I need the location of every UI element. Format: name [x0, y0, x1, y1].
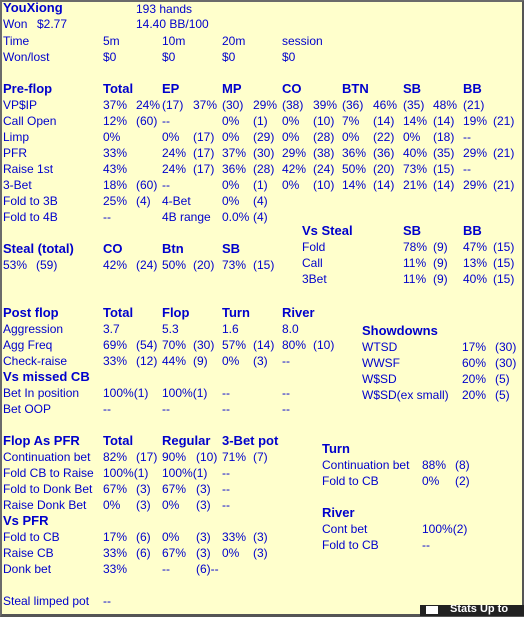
- preflop-col-total: Total: [103, 81, 134, 96]
- vs-pfr-row-label: Fold to CB: [3, 530, 60, 544]
- postflop-cell: (10): [313, 338, 335, 352]
- preflop-cell: 0%: [222, 194, 240, 208]
- postflop-cell: 3.7: [103, 322, 120, 336]
- preflop-row-label: Limp: [3, 130, 30, 144]
- flop-pfr-col: Regular: [162, 433, 211, 448]
- preflop-cell: (20): [373, 162, 395, 176]
- postflop-title: Post flop: [3, 305, 59, 320]
- preflop-cell: (15): [433, 162, 455, 176]
- preflop-cell: 4B range: [162, 210, 211, 224]
- taskbar-strip-label: Stats Up to: [450, 605, 509, 615]
- preflop-cell: 73%: [403, 162, 428, 176]
- preflop-cell: 0%: [282, 130, 300, 144]
- vs-steal-cell: 11%: [403, 272, 427, 286]
- vs-pfr-cell: (3): [196, 546, 211, 560]
- preflop-cell: 29%: [463, 178, 488, 192]
- preflop-cell: (1): [253, 114, 268, 128]
- vs-missed-row-label: Bet In position: [3, 386, 80, 400]
- flop-pfr-col: 3-Bet pot: [222, 433, 279, 448]
- vs-steal-cell: 13%: [463, 256, 488, 270]
- preflop-cell: 0.0%: [222, 210, 250, 224]
- preflop-cell: (4): [136, 194, 151, 208]
- showdown-count: (5): [495, 388, 510, 402]
- player-name: YouXiong: [3, 0, 63, 15]
- steal-col-btn: Btn: [162, 241, 184, 256]
- vs-pfr-cell: 33%: [222, 530, 247, 544]
- preflop-cell: (14): [433, 178, 455, 192]
- preflop-row-label: Raise 1st: [3, 162, 54, 176]
- vs-steal-cell: (15): [493, 256, 515, 270]
- preflop-cell: (18): [433, 130, 455, 144]
- vs-pfr-row-label: Donk bet: [3, 562, 52, 576]
- preflop-cell: --: [463, 162, 471, 176]
- postflop-row-label: Agg Freq: [3, 338, 53, 352]
- preflop-cell: 0%: [103, 130, 121, 144]
- flop-pfr-cell: (17): [136, 450, 158, 464]
- preflop-cell: 48%: [433, 98, 458, 112]
- vs-steal-cell: (9): [433, 240, 448, 254]
- preflop-cell: 0%: [403, 130, 421, 144]
- flop-pfr-cell: 71%: [222, 450, 247, 464]
- vs-missed-cell: --: [103, 402, 111, 416]
- turn-row-label: Fold to CB: [322, 474, 379, 488]
- preflop-cell: (60): [136, 178, 158, 192]
- preflop-cell: (1): [253, 178, 268, 192]
- vs-pfr-cell: 0%: [162, 530, 180, 544]
- steal-cell: 42%: [103, 258, 128, 272]
- vs-missed-cell: --: [282, 402, 290, 416]
- postflop-cell: (54): [136, 338, 158, 352]
- showdown-pct: 20%: [462, 372, 487, 386]
- preflop-cell: (4): [253, 194, 268, 208]
- vs-pfr-cell: (6): [136, 546, 151, 560]
- postflop-cell: 69%: [103, 338, 128, 352]
- flop-pfr-cell: (7): [253, 450, 268, 464]
- preflop-cell: 24%: [162, 146, 187, 160]
- steal-cell: 53%: [3, 258, 28, 272]
- vs-missed-cell: --: [222, 386, 230, 400]
- showdown-count: (5): [495, 372, 510, 386]
- preflop-cell: 37%: [103, 98, 128, 112]
- postflop-cell: 1.6: [222, 322, 239, 336]
- preflop-cell: (10): [313, 114, 335, 128]
- postflop-cell: 0%: [222, 354, 240, 368]
- preflop-cell: 12%: [103, 114, 128, 128]
- preflop-cell: 7%: [342, 114, 360, 128]
- preflop-cell: (17): [193, 130, 215, 144]
- showdowns-title: Showdowns: [362, 323, 438, 338]
- preflop-cell: 40%: [403, 146, 428, 160]
- preflop-cell: 0%: [282, 178, 300, 192]
- postflop-col-total: Total: [103, 305, 134, 320]
- wonlost-20m: $0: [222, 50, 236, 64]
- vs-pfr-cell: (6): [136, 530, 151, 544]
- postflop-cell: 57%: [222, 338, 247, 352]
- vs-steal-cell: (9): [433, 256, 448, 270]
- turn-pct: 88%: [422, 458, 447, 472]
- postflop-cell: --: [282, 354, 290, 368]
- steal-cell: (15): [253, 258, 275, 272]
- preflop-cell: 36%: [222, 162, 247, 176]
- vs-missed-cell: 100%(1): [162, 386, 208, 400]
- vs-pfr-title: Vs PFR: [3, 513, 49, 528]
- vs-steal-cell: 11%: [403, 256, 427, 270]
- vs-pfr-cell: (3): [253, 546, 268, 560]
- vs-steal-cell: (15): [493, 240, 515, 254]
- postflop-cell: (14): [253, 338, 275, 352]
- preflop-cell: 46%: [373, 98, 398, 112]
- flop-pfr-cell: 0%: [103, 498, 121, 512]
- vs-pfr-cell: (3): [196, 530, 211, 544]
- preflop-cell: 0%: [222, 178, 240, 192]
- steal-cell: 73%: [222, 258, 247, 272]
- taskbar-icon: [426, 606, 438, 614]
- flop-pfr-cell: 100%(1): [103, 466, 149, 480]
- preflop-cell: --: [162, 178, 170, 192]
- steal-col-co: CO: [103, 241, 123, 256]
- showdown-count: (30): [495, 340, 517, 354]
- preflop-cell: 24%: [162, 162, 187, 176]
- preflop-cell: 33%: [103, 146, 128, 160]
- preflop-cell: (30): [222, 98, 244, 112]
- postflop-cell: (30): [193, 338, 215, 352]
- won-value: $2.77: [37, 17, 68, 31]
- vs-pfr-cell: (6)--: [196, 562, 219, 576]
- river-title: River: [322, 505, 355, 520]
- river-value: --: [422, 538, 430, 552]
- preflop-cell: (30): [253, 146, 275, 160]
- steal-col-sb: SB: [222, 241, 241, 256]
- preflop-cell: (36): [373, 146, 395, 160]
- preflop-cell: (24): [313, 162, 335, 176]
- flop-pfr-cell: 67%: [103, 482, 128, 496]
- vs-missed-cell: --: [162, 402, 170, 416]
- vs-missed-cell: 100%(1): [103, 386, 149, 400]
- vs-pfr-row-label: Raise CB: [3, 546, 54, 560]
- preflop-cell: (38): [313, 146, 335, 160]
- flop-pfr-cell: 67%: [162, 482, 187, 496]
- vs-steal-title: Vs Steal: [302, 223, 353, 238]
- flop-pfr-col: Total: [103, 433, 134, 448]
- postflop-cell: 5.3: [162, 322, 179, 336]
- flop-pfr-cell: --: [222, 482, 230, 496]
- preflop-cell: (17): [193, 146, 215, 160]
- preflop-cell: 19%: [463, 114, 488, 128]
- river-row-label: Cont bet: [322, 522, 368, 536]
- preflop-cell: 0%: [162, 130, 180, 144]
- flop-pfr-cell: --: [222, 498, 230, 512]
- river-row-label: Fold to CB: [322, 538, 379, 552]
- preflop-cell: 0%: [222, 114, 240, 128]
- flop-pfr-cell: --: [222, 466, 230, 480]
- preflop-cell: 50%: [342, 162, 367, 176]
- preflop-cell: 39%: [313, 98, 338, 112]
- postflop-cell: 8.0: [282, 322, 299, 336]
- preflop-cell: (21): [463, 98, 485, 112]
- vs-missed-cell: --: [282, 386, 290, 400]
- preflop-col-bb: BB: [463, 81, 482, 96]
- preflop-cell: --: [162, 114, 170, 128]
- preflop-cell: 29%: [253, 98, 278, 112]
- postflop-col-flop: Flop: [162, 305, 190, 320]
- vs-steal-cell: (15): [493, 272, 515, 286]
- preflop-row-label: 3-Bet: [3, 178, 32, 192]
- preflop-cell: (22): [373, 130, 395, 144]
- preflop-cell: (35): [433, 146, 455, 160]
- wonlost-5m: $0: [103, 50, 117, 64]
- preflop-cell: 14%: [403, 114, 428, 128]
- preflop-cell: (21): [493, 114, 515, 128]
- preflop-cell: (21): [493, 146, 515, 160]
- postflop-row-label: Aggression: [3, 322, 64, 336]
- preflop-col-mp: MP: [222, 81, 242, 96]
- turn-count: (8): [455, 458, 470, 472]
- won-label: Won: [3, 17, 28, 31]
- hands-count: 193 hands: [136, 2, 193, 16]
- wonlost-session: $0: [282, 50, 296, 64]
- preflop-row-label: PFR: [3, 146, 27, 160]
- preflop-cell: 21%: [403, 178, 428, 192]
- postflop-row-label: Check-raise: [3, 354, 68, 368]
- preflop-col-ep: EP: [162, 81, 180, 96]
- turn-count: (2): [455, 474, 470, 488]
- showdown-pct: 60%: [462, 356, 487, 370]
- preflop-cell: --: [463, 130, 471, 144]
- bb-per-100: 14.40 BB/100: [136, 17, 209, 31]
- turn-title: Turn: [322, 441, 350, 456]
- turn-row-label: Continuation bet: [322, 458, 410, 472]
- preflop-cell: (29): [253, 130, 275, 144]
- preflop-cell: (60): [136, 114, 158, 128]
- steal-limped-label: Steal limped pot: [3, 594, 90, 608]
- preflop-row-label: Fold to 4B: [3, 210, 58, 224]
- steal-cell: (20): [193, 258, 215, 272]
- time-col-20m: 20m: [222, 34, 246, 48]
- preflop-cell: 0%: [222, 130, 240, 144]
- wonlost-label: Won/lost: [3, 50, 50, 64]
- preflop-cell: (36): [342, 98, 364, 112]
- showdown-row-label: WTSD: [362, 340, 398, 354]
- preflop-col-sb: SB: [403, 81, 422, 96]
- preflop-col-co: CO: [282, 81, 302, 96]
- flop-pfr-title: Flop As PFR: [3, 433, 80, 448]
- steal-cell: 50%: [162, 258, 187, 272]
- preflop-cell: (17): [162, 98, 184, 112]
- flop-pfr-row-label: Fold CB to Raise: [3, 466, 94, 480]
- vs-pfr-cell: (3): [253, 530, 268, 544]
- postflop-cell: 44%: [162, 354, 187, 368]
- preflop-cell: (38): [282, 98, 304, 112]
- turn-pct: 0%: [422, 474, 440, 488]
- flop-pfr-cell: (3): [196, 498, 211, 512]
- preflop-cell: 29%: [282, 146, 307, 160]
- flop-pfr-cell: (3): [136, 482, 151, 496]
- preflop-cell: 0%: [342, 130, 360, 144]
- vs-steal-col-bb: BB: [463, 223, 482, 238]
- flop-pfr-row-label: Raise Donk Bet: [3, 498, 87, 512]
- showdown-row-label: WWSF: [362, 356, 400, 370]
- preflop-cell: 29%: [463, 146, 488, 160]
- vs-steal-col-sb: SB: [403, 223, 422, 238]
- postflop-col-turn: Turn: [222, 305, 250, 320]
- vs-missed-cb-title: Vs missed CB: [3, 369, 90, 384]
- showdown-row-label: W$SD(ex small): [362, 388, 449, 402]
- vs-missed-row-label: Bet OOP: [3, 402, 52, 416]
- steal-title: Steal (total): [3, 241, 74, 256]
- flop-pfr-cell: (10): [196, 450, 218, 464]
- preflop-cell: 36%: [342, 146, 367, 160]
- steal-cell: (59): [36, 258, 58, 272]
- time-col-10m: 10m: [162, 34, 186, 48]
- river-value: 100%(2): [422, 522, 468, 536]
- preflop-cell: 0%: [282, 114, 300, 128]
- vs-pfr-cell: 67%: [162, 546, 187, 560]
- preflop-cell: (35): [403, 98, 425, 112]
- vs-pfr-cell: 0%: [222, 546, 240, 560]
- vs-pfr-cell: 17%: [103, 530, 128, 544]
- vs-pfr-cell: --: [162, 562, 170, 576]
- postflop-cell: (12): [136, 354, 158, 368]
- preflop-cell: (17): [193, 162, 215, 176]
- vs-steal-row-label: Fold: [302, 240, 326, 254]
- preflop-cell: 24%: [136, 98, 161, 112]
- preflop-cell: (21): [493, 178, 515, 192]
- preflop-cell: (28): [253, 162, 275, 176]
- time-col-session: session: [282, 34, 323, 48]
- flop-pfr-cell: 82%: [103, 450, 128, 464]
- vs-steal-cell: 47%: [463, 240, 488, 254]
- flop-pfr-cell: 100%(1): [162, 466, 208, 480]
- flop-pfr-cell: 0%: [162, 498, 180, 512]
- steal-limped-value: --: [103, 594, 111, 608]
- preflop-col-btn: BTN: [342, 81, 369, 96]
- time-col-5m: 5m: [103, 34, 120, 48]
- vs-steal-cell: (9): [433, 272, 448, 286]
- flop-pfr-row-label: Fold to Donk Bet: [3, 482, 93, 496]
- steal-cell: (24): [136, 258, 158, 272]
- vs-pfr-cell: 33%: [103, 562, 128, 576]
- showdown-row-label: W$SD: [362, 372, 397, 386]
- vs-steal-row-label: Call: [302, 256, 323, 270]
- showdown-count: (30): [495, 356, 517, 370]
- showdown-pct: 17%: [462, 340, 487, 354]
- postflop-cell: 80%: [282, 338, 307, 352]
- preflop-cell: 25%: [103, 194, 128, 208]
- vs-steal-row-label: 3Bet: [302, 272, 327, 286]
- preflop-row-label: Call Open: [3, 114, 57, 128]
- preflop-cell: (28): [313, 130, 335, 144]
- vs-steal-cell: 78%: [403, 240, 428, 254]
- flop-pfr-cell: 90%: [162, 450, 187, 464]
- showdown-pct: 20%: [462, 388, 487, 402]
- flop-pfr-cell: (3): [196, 482, 211, 496]
- preflop-cell: 43%: [103, 162, 128, 176]
- flop-pfr-cell: (3): [136, 498, 151, 512]
- preflop-cell: 37%: [193, 98, 218, 112]
- time-label: Time: [3, 34, 30, 48]
- preflop-cell: (14): [373, 114, 395, 128]
- preflop-cell: --: [103, 210, 111, 224]
- preflop-row-label: Fold to 3B: [3, 194, 58, 208]
- postflop-cell: 33%: [103, 354, 128, 368]
- preflop-title: Pre-flop: [3, 81, 53, 96]
- postflop-cell: (9): [193, 354, 208, 368]
- preflop-row-label: VP$IP: [3, 98, 38, 112]
- preflop-cell: 42%: [282, 162, 307, 176]
- flop-pfr-row-label: Continuation bet: [3, 450, 91, 464]
- vs-steal-cell: 40%: [463, 272, 488, 286]
- preflop-cell: 14%: [342, 178, 367, 192]
- vs-missed-cell: --: [222, 402, 230, 416]
- preflop-cell: (14): [433, 114, 455, 128]
- preflop-cell: 18%: [103, 178, 128, 192]
- preflop-cell: 4-Bet: [162, 194, 191, 208]
- postflop-cell: 70%: [162, 338, 187, 352]
- preflop-cell: (14): [373, 178, 395, 192]
- wonlost-10m: $0: [162, 50, 176, 64]
- vs-pfr-cell: 33%: [103, 546, 128, 560]
- preflop-cell: 37%: [222, 146, 247, 160]
- postflop-col-river: River: [282, 305, 315, 320]
- preflop-cell: (4): [253, 210, 268, 224]
- preflop-cell: (10): [313, 178, 335, 192]
- postflop-cell: (3): [253, 354, 268, 368]
